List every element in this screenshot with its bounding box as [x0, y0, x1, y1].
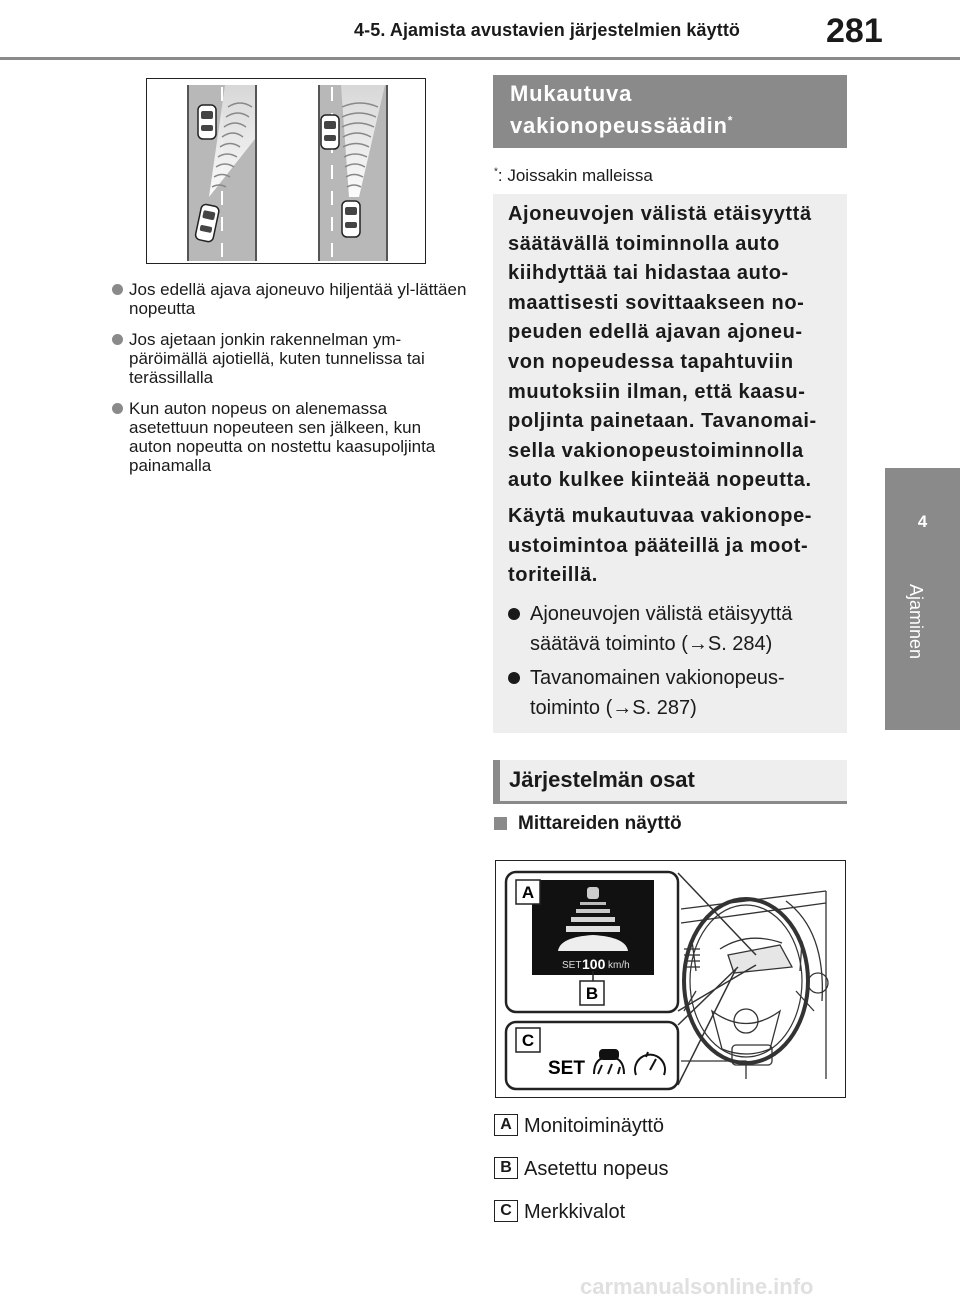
footnote [494, 166, 653, 186]
own-car-right [342, 201, 360, 237]
legend-item-c [494, 1200, 625, 1224]
legend-key-c: C [494, 1200, 518, 1222]
header-rule [0, 57, 960, 60]
subheading-text: Mittareiden näyttö [518, 813, 682, 834]
road-illustration-svg [147, 79, 424, 262]
legend-text-a: Monitoiminäyttö [524, 1115, 665, 1137]
footnote-marker: * [494, 166, 498, 178]
display-set-text: SET [562, 960, 582, 971]
legend-item-b [494, 1157, 669, 1181]
dashboard-lineart [681, 891, 828, 1079]
feature-title-asterisk: * [727, 113, 734, 128]
legend-text-c: Merkkivalot [524, 1201, 626, 1223]
function-link-distance[interactable]: Ajoneuvojen välistä etäisyyttä säätävä toiminto (→S. 284) [508, 599, 833, 659]
road-illustration [146, 78, 426, 264]
display-unit-text: km/h [608, 960, 630, 971]
section-title: 4-5. Ajamista avustavien järjestelmien käyttö [354, 20, 741, 40]
feature-title-box [493, 75, 847, 148]
lead-car-left [198, 105, 216, 139]
footnote-text: : Joissakin malleissa [497, 166, 653, 185]
page-number: 281 [826, 12, 883, 50]
square-bullet-icon [494, 817, 507, 830]
function-link-constant-speed[interactable]: Tavanomainen vakionopeus-toiminto (→S. 287) [508, 663, 833, 723]
lead-car-right [321, 115, 339, 149]
usage-paragraph: Käytä mukautuvaa vakionope-ustoimintoa pääteillä ja moot-toriteillä. [508, 504, 813, 587]
section-rule [493, 801, 847, 804]
watermark: carmanualsonline.info [580, 1274, 814, 1299]
legend-key-a: A [494, 1114, 518, 1136]
label-a: A [521, 883, 535, 902]
feature-title-line2 [510, 110, 830, 142]
label-c: C [521, 1031, 535, 1050]
instrument-cluster-svg [496, 861, 844, 1096]
legend-key-b: B [494, 1157, 518, 1179]
road-left [187, 85, 257, 261]
chapter-number: 4 [917, 512, 928, 531]
display-speed-text: 100 [582, 956, 606, 972]
road-right [318, 85, 388, 261]
legend-text-b: Asetettu nopeus [524, 1158, 669, 1180]
intro-box [493, 194, 847, 733]
chapter-label: Ajaminen [906, 584, 926, 660]
section-heading: Järjestelmän osat [493, 760, 847, 803]
chapter-tab [885, 468, 960, 730]
list-item: Kun auton nopeus on alenemassa asetettuun nopeuteen sen jälkeen, kun auton nopeutta on nostettu kaasupoljinta painamalla [112, 399, 467, 475]
subheading [494, 813, 682, 835]
list-item: Jos edellä ajava ajoneuvo hiljentää yl-lättäen nopeutta [112, 280, 467, 318]
feature-title-line1: Mukautuva [510, 81, 633, 106]
label-b: B [585, 984, 599, 1003]
list-item: Jos ajetaan jonkin rakennelman ym-päröimällä ajotiellä, kuten tunnelissa tai terässillalla [112, 330, 467, 387]
legend-item-a [494, 1114, 664, 1138]
instrument-cluster-illustration [495, 860, 846, 1098]
intro-paragraph: Ajoneuvojen välistä etäisyyttä säätävällä toiminnolla auto kiihdyttää tai hidastaa auto-maattisesti sovittaakseen no-peuden edellä ajavan ajoneu-von nopeudessa tapahtuviin muutoksiin ilman, että kaasu-poljinta painetaan. Tavanomai-sella vakionopeustoiminnolla auto kulkee kiinteää nopeutta. [508, 203, 817, 492]
conditions-list [112, 280, 467, 487]
feature-title-text: vakionopeussäädin [510, 113, 728, 138]
set-indicator-text: SET [548, 1058, 585, 1079]
